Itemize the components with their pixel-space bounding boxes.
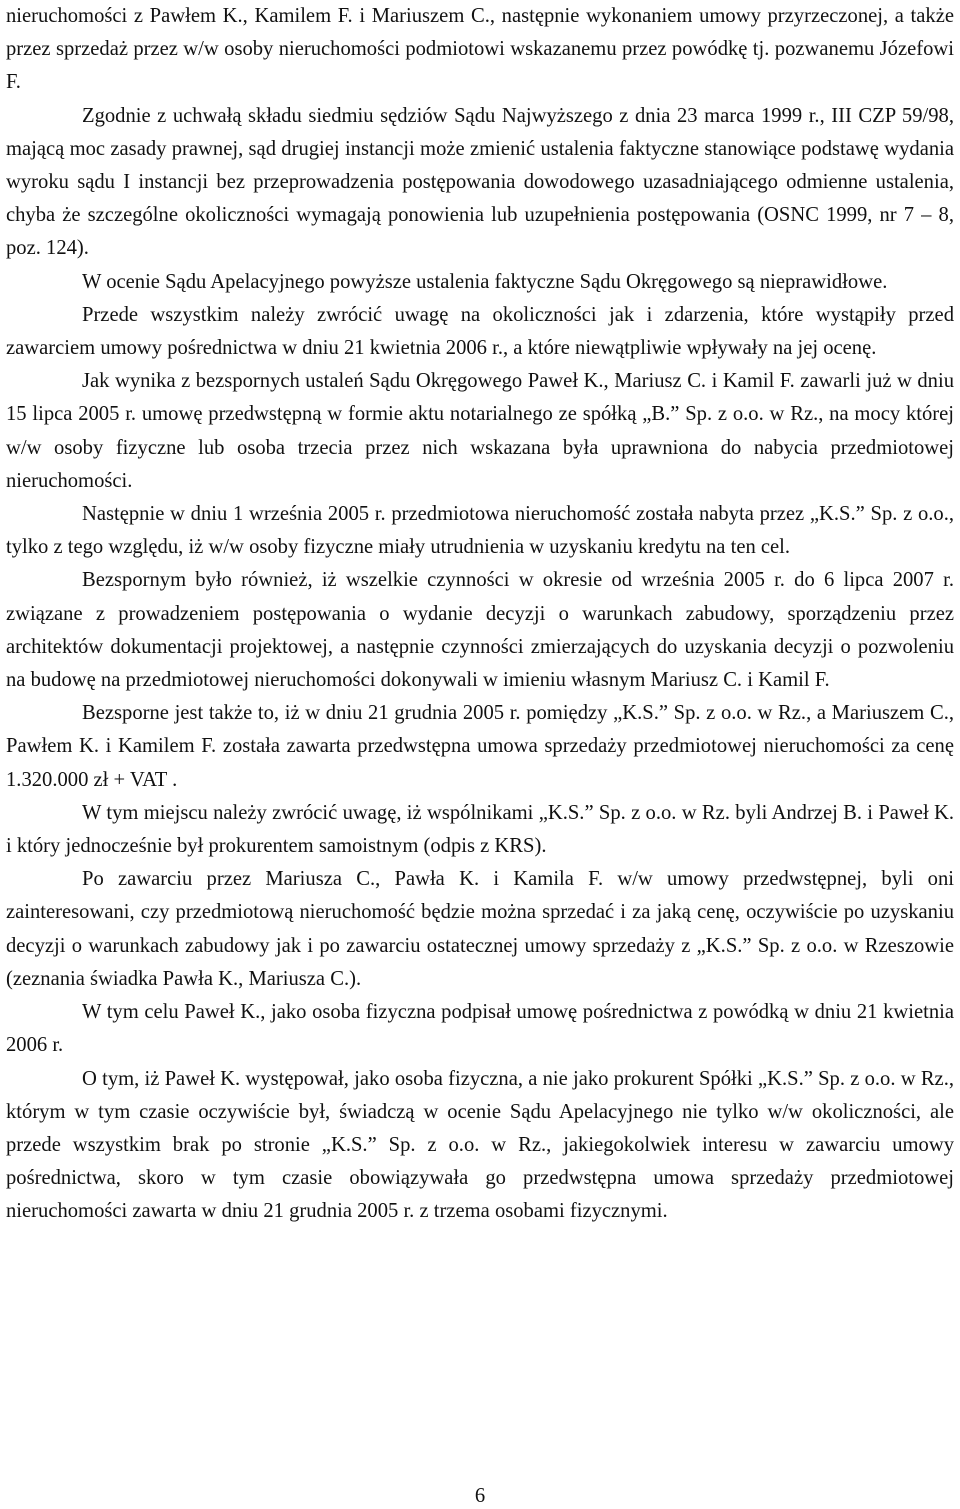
paragraph-6: Następnie w dniu 1 września 2005 r. przedmiotowa nieruchomość została nabyta przez „K.S.” Sp. z o.o., tylko z tego względu, iż w/w osoby fizyczne miały utrudnienia w uzyskaniu kredytu na ten cel. — [6, 503, 954, 559]
paragraph-12: O tym, iż Paweł K. występował, jako osoba fizyczna, a nie jako prokurent Spółki „K.S.” Sp. z o.o. w Rz., którym w tym czasie oczywiście był, świadczą w ocenie Sądu Apelacyjnego nie tylko w/w okoliczności, ale przede wszystkim brak po stronie „K.S.” Sp. z o.o. w Rz., jakiegokolwiek interesu w zawarciu umowy pośrednictwa, skoro w tym czasie obowiązywała go przedwstępna umowa sprzedaży przedmiotowej nieruchomości zawarta w dniu 21 grudnia 2005 r. z trzema osobami fizycznymi. — [6, 1067, 954, 1223]
page-number: 6 — [474, 1485, 486, 1507]
document-page — [6, 0, 954, 1229]
paragraph-5: Jak wynika z bezspornych ustaleń Sądu Okręgowego Paweł K., Mariusz C. i Kamil F. zawarli już w dniu 15 lipca 2005 r. umowę przedwstępną w formie aktu notarialnego ze spółką „B.” Sp. z o.o. w Rz., na mocy której w/w osoby fizyczne lub osoba trzecia przez nich wskazana była uprawniona do nabycia przedmiotowej nieruchomości. — [6, 370, 954, 492]
paragraph-2: Zgodnie z uchwałą składu siedmiu sędziów Sądu Najwyższego z dnia 23 marca 1999 r., III CZP 59/98, mającą moc zasady prawnej, sąd drugiej instancji może zmienić ustalenia faktyczne stanowiące podstawę wydania wyroku sądu I instancji bez przeprowadzenia postępowania dowodowego uzasadniającego odmienne ustalenia, chyba że szczególne okoliczności wymagają ponowienia lub uzupełnienia postępowania (OSNC 1999, nr 7 – 8, poz. 124). — [6, 104, 954, 260]
paragraph-10: Po zawarciu przez Mariusza C., Pawła K. i Kamila F. w/w umowy przedwstępnej, byli oni zainteresowani, czy przedmiotową nieruchomość będzie można sprzedać i za jaką cenę, oczywiście po uzyskaniu decyzji o warunkach zabudowy jak i po zawarciu ostatecznej umowy sprzedaży z „K.S.” Sp. z o.o. w Rzeszowie (zeznania świadka Pawła K., Mariusza C.). — [6, 868, 954, 990]
paragraph-9: W tym miejscu należy zwrócić uwagę, iż wspólnikami „K.S.” Sp. z o.o. w Rz. byli Andrzej B. i Paweł K. i który jednocześnie był prokurentem samoistnym (odpis z KRS). — [6, 801, 954, 858]
paragraph-1: nieruchomości z Pawłem K., Kamilem F. i Mariuszem C., następnie wykonaniem umowy przyrzeczonej, a także przez sprzedaż przez w/w osoby nieruchomości podmiotowi wskazanemu przez powódkę tj. pozwanemu Józefowi F. — [6, 5, 954, 94]
paragraph-3: W ocenie Sądu Apelacyjnego powyższe ustalenia faktyczne Sądu Okręgowego są nieprawidłowe. — [82, 270, 888, 293]
paragraph-8: Bezsporne jest także to, iż w dniu 21 grudnia 2005 r. pomiędzy „K.S.” Sp. z o.o. w Rz., a Mariuszem C., Pawłem K. i Kamilem F. została zawarta przedwstępna umowa sprzedaży przedmiotowej nieruchomości za cenę 1.320.000 zł + VAT . — [6, 702, 954, 791]
paragraph-7: Bezspornym było również, iż wszelkie czynności w okresie od września 2005 r. do 6 lipca 2007 r. związane z prowadzeniem postępowania o wydanie decyzji o warunkach zabudowy, sporządzeniu przez architektów dokumentacji projektowej, a następnie czynności zmierzających do uzyskania decyzji o pozwoleniu na budowę na przedmiotowej nieruchomości dokonywali w imieniu własnym Mariusz C. i Kamil F. — [6, 569, 954, 692]
paragraph-4: Przede wszystkim należy zwrócić uwagę na okoliczności jak i zdarzenia, które wystąpiły przed zawarciem umowy pośrednictwa w dniu 21 kwietnia 2006 r., a które niewątpliwie wpływały na jej ocenę. — [6, 303, 954, 360]
paragraph-11: W tym celu Paweł K., jako osoba fizyczna podpisał umowę pośrednictwa z powódką w dniu 21 kwietnia 2006 r. — [6, 1001, 954, 1057]
